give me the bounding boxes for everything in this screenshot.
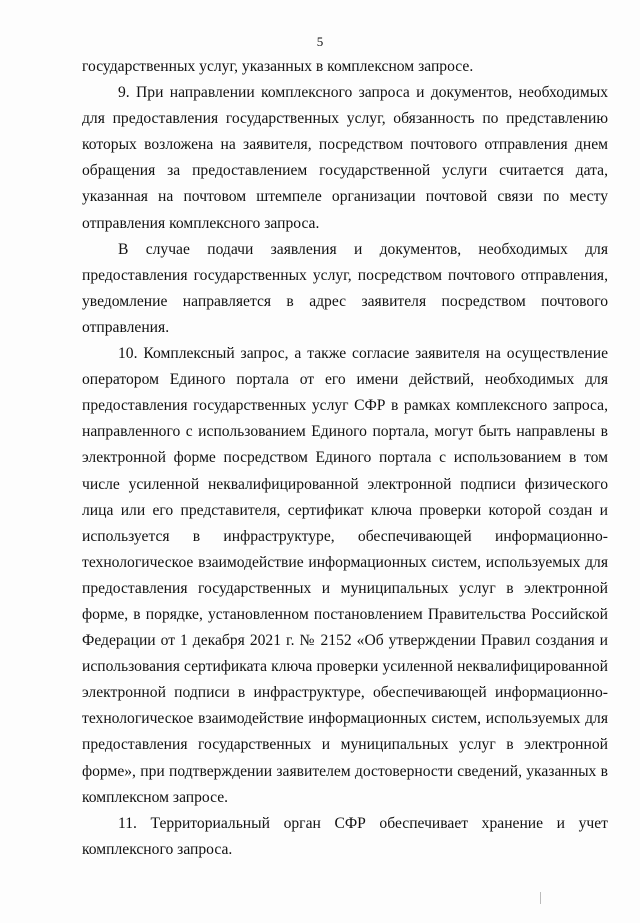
document-body [82,54,608,863]
paragraph-item-9: 9. При направлении комплексного запроса и документов, необходимых для предоставления государственных услуг, обязанность по представлению которых возложена на заявителя, посредством почтового отправления днем обращения за предоставлением государственной услуги считается дата, указанная на почтовом штемпеле организации почтовой связи по месту отправления комплексного запроса. [82,84,608,232]
paragraph-item-10: 10. Комплексный запрос, а также согласие заявителя на осуществление оператором Единого портала от его имени действий, необходимых для предоставления государственных услуг СФР в рамках комплексного запроса, направленного с использованием Единого портала, могут быть направлены в электронной форме посредством Единого портала с использованием в том числе усиленной неквалифицированной электронной подписи физического лица или его представителя, сертификат ключа проверки которой создан и используется в инфраструктуре, обеспечивающей информационно-технологическое взаимодействие информационных систем, используемых для предоставления государственных и муниципальных услуг в электронной форме, в порядке, установленном постановлением Правительства Российской Федерации от 1 декабря 2021 г. № 2152 «Об утверждении Правил создания и использования сертификата ключа проверки усиленной неквалифицированной электронной подписи в инфраструктуре, обеспечивающей информационно-технологическое взаимодействие информационных систем, используемых для предоставления государственных и муниципальных услуг в электронной форме», при подтверждении заявителем достоверности сведений, указанных в комплексном запросе. [82,345,608,806]
page-number: 5 [316,34,324,49]
paragraph-item-11: 11. Территориальный орган СФР обеспечивает хранение и учет комплексного запроса. [82,814,608,858]
paragraph-postal-notice: В случае подачи заявления и документов, необходимых для предоставления государственных услуг, посредством почтового отправления, уведомление направляется в адрес заявителя посредством почтового отправления. [82,240,608,336]
scan-artifact-mark [540,892,541,904]
paragraph-continuation: государственных услуг, указанных в комплексном запросе. [82,58,474,75]
